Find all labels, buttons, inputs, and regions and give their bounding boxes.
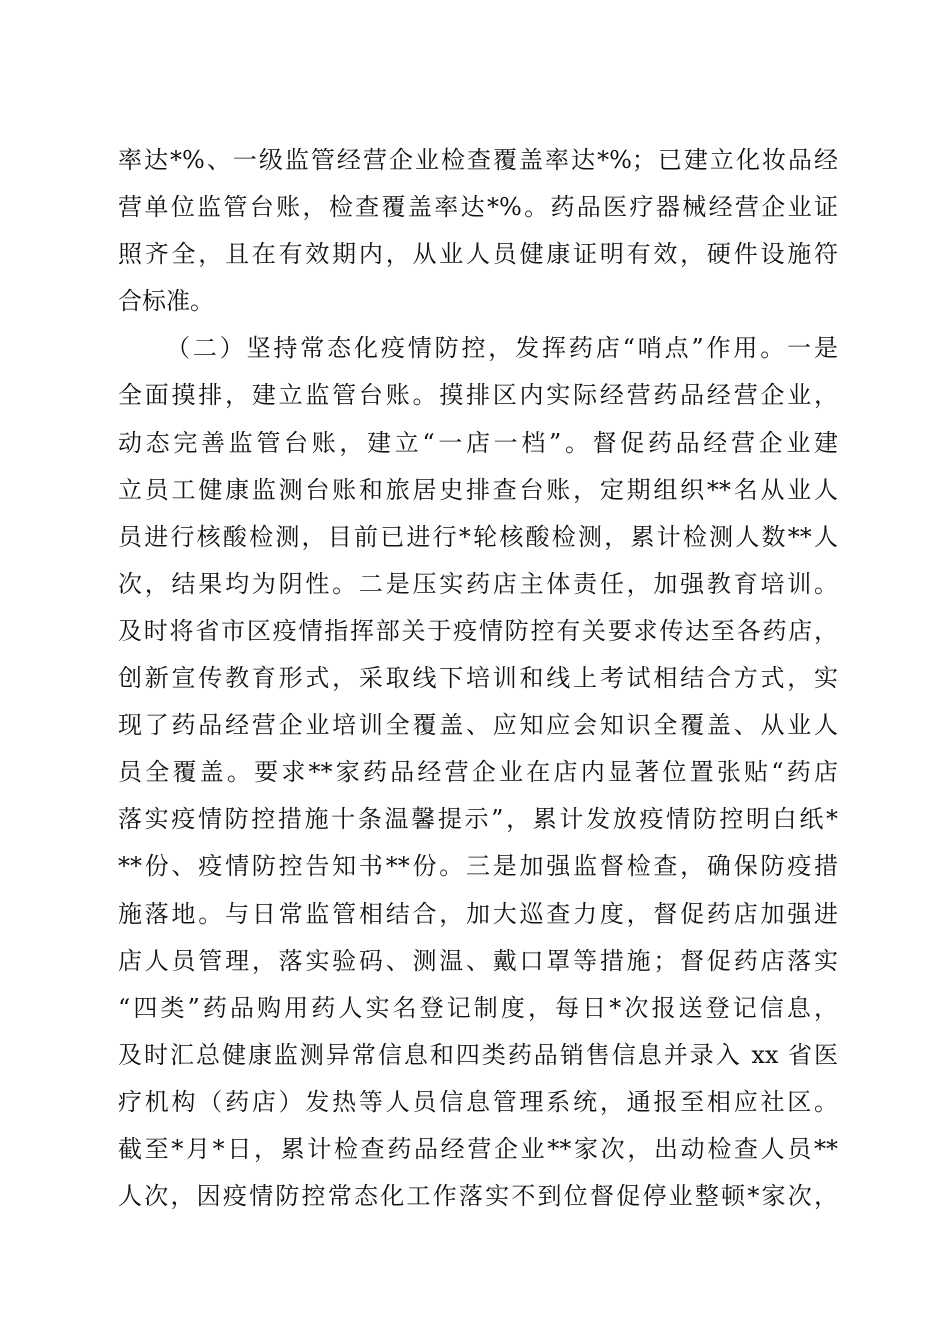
text-line: 创新宣传教育形式，采取线下培训和线上考试相结合方式，实 <box>118 664 838 693</box>
text-line: 及时汇总健康监测异常信息和四类药品销售信息并录入 xx 省医 <box>118 1040 838 1069</box>
text-line: 截至*月*日，累计检查药品经营企业**家次，出动检查人员** <box>118 1134 838 1163</box>
text-line: 营单位监管台账，检查覆盖率达*%。药品医疗器械经营企业证 <box>118 193 838 222</box>
text-line: 次，结果均为阴性。二是压实药店主体责任，加强教育培训。 <box>118 569 838 598</box>
text-line: 照齐全，且在有效期内，从业人员健康证明有效，硬件设施符 <box>118 240 838 269</box>
body-text <box>118 137 838 1220</box>
text-line: 员全覆盖。要求**家药品经营企业在店内显著位置张贴“药店 <box>118 758 838 787</box>
text-line: 立员工健康监测台账和旅居史排查台账，定期组织**名从业人 <box>118 475 838 504</box>
text-line: 率达*%、一级监管经营企业检查覆盖率达*%；已建立化妆品经 <box>118 146 838 174</box>
text-line: 及时将省市区疫情指挥部关于疫情防控有关要求传达至各药店， <box>118 616 838 645</box>
text-line: 人次，因疫情防控常态化工作落实不到位督促停业整顿*家次， <box>118 1182 838 1211</box>
text-line: 现了药品经营企业培训全覆盖、应知应会知识全覆盖、从业人 <box>118 711 838 740</box>
text-line: 动态完善监管台账，建立“一店一档”。督促药品经营企业建 <box>118 428 838 457</box>
section-heading-line: （二）坚持常态化疫情防控，发挥药店“哨点”作用。一是 <box>166 334 838 363</box>
text-line: 疗机构（药店）发热等人员信息管理系统，通报至相应社区。 <box>118 1087 838 1116</box>
text-line: 员进行核酸检测，目前已进行*轮核酸检测，累计检测人数**人 <box>118 522 838 551</box>
text-line: 全面摸排，建立监管台账。摸排区内实际经营药品经营企业， <box>118 381 838 410</box>
text-line: 落实疫情防控措施十条温馨提示”，累计发放疫情防控明白纸* <box>118 805 838 834</box>
text-line: “四类”药品购用药人实名登记制度，每日*次报送登记信息， <box>118 993 838 1022</box>
text-line: 店人员管理，落实验码、测温、戴口罩等措施；督促药店落实 <box>118 946 838 975</box>
text-line: 合标准。 <box>118 287 214 316</box>
text-line: **份、疫情防控告知书**份。三是加强监督检查，确保防疫措 <box>118 852 838 881</box>
text-line: 施落地。与日常监管相结合，加大巡查力度，督促药店加强进 <box>118 899 838 928</box>
